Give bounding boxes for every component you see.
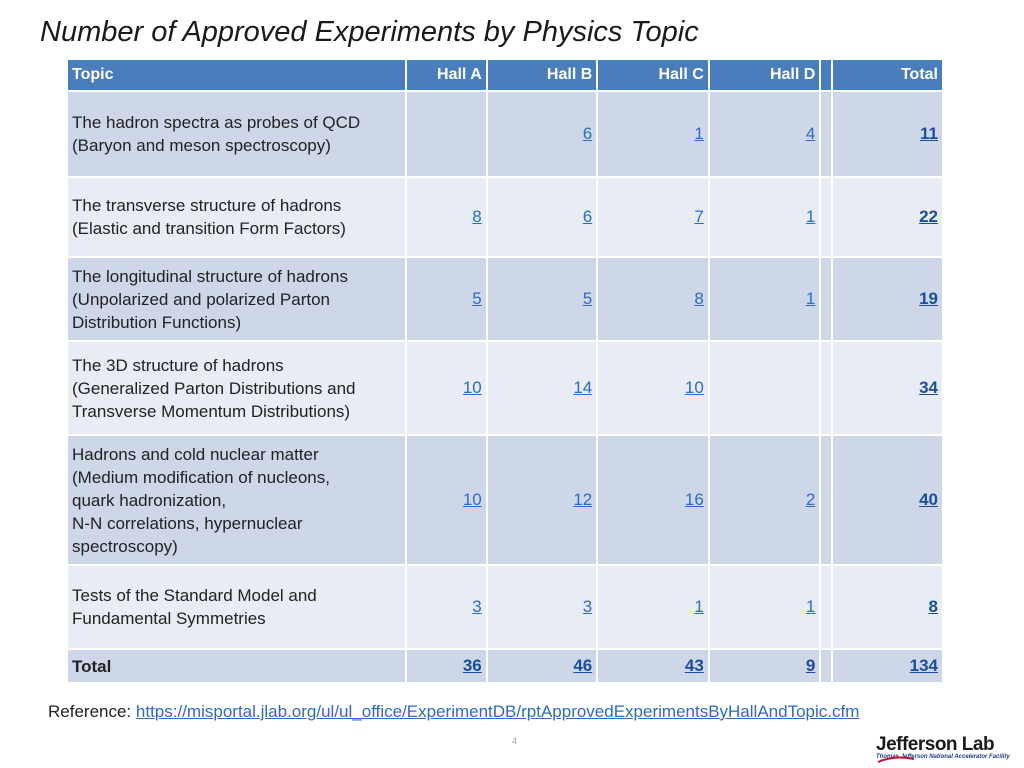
count-cell-hall-a bbox=[407, 436, 486, 564]
header-hall-b: Hall B bbox=[488, 60, 597, 90]
count-cell-hall-c bbox=[598, 566, 708, 648]
totals-link[interactable]: 9 bbox=[805, 656, 816, 675]
count-link[interactable]: 16 bbox=[684, 490, 704, 509]
experiments-table bbox=[66, 58, 944, 684]
topic-line: The transverse structure of hadrons bbox=[72, 196, 342, 215]
count-cell-hall-b bbox=[488, 258, 597, 340]
count-cell-hall-b bbox=[488, 436, 597, 564]
count-link[interactable]: 6 bbox=[582, 124, 593, 143]
topic-cell bbox=[68, 92, 405, 176]
topic-cell bbox=[68, 258, 405, 340]
spacer-cell bbox=[821, 92, 831, 176]
count-link[interactable]: 4 bbox=[805, 124, 816, 143]
count-link[interactable]: 3 bbox=[472, 597, 482, 616]
grand-total-cell bbox=[833, 650, 942, 682]
spacer-cell bbox=[821, 436, 831, 564]
topic-line: spectroscopy) bbox=[72, 536, 178, 556]
topic-line: Fundamental Symmetries bbox=[72, 609, 266, 628]
table-header-row bbox=[68, 60, 942, 90]
count-link[interactable]: 5 bbox=[472, 289, 482, 308]
total-cell bbox=[833, 436, 942, 564]
topic-line: The 3D structure of hadrons bbox=[72, 355, 284, 375]
total-link[interactable]: 8 bbox=[928, 597, 938, 616]
count-link[interactable]: 5 bbox=[582, 289, 593, 308]
count-link[interactable]: 1 bbox=[694, 597, 704, 616]
topic-line: The longitudinal structure of hadrons bbox=[72, 266, 348, 286]
count-cell-hall-a bbox=[407, 258, 486, 340]
total-link[interactable]: 11 bbox=[920, 124, 938, 143]
topic-cell bbox=[68, 178, 405, 256]
count-link[interactable]: 1 bbox=[805, 207, 816, 226]
logo-name: Jefferson Lab bbox=[876, 734, 995, 755]
topic-line: (Generalized Parton Distributions and bbox=[72, 378, 356, 398]
total-cell bbox=[833, 566, 942, 648]
totals-cell-hall-a bbox=[407, 650, 486, 682]
header-hall-d: Hall D bbox=[710, 60, 820, 90]
totals-link[interactable]: 43 bbox=[684, 656, 704, 675]
totals-cell-hall-b bbox=[488, 650, 597, 682]
logo-swoosh-icon bbox=[876, 756, 916, 764]
topic-line: Distribution Functions) bbox=[72, 312, 242, 332]
spacer-cell bbox=[821, 258, 831, 340]
count-link[interactable]: 1 bbox=[805, 597, 816, 616]
count-cell-hall-c bbox=[598, 178, 708, 256]
count-cell-hall-d bbox=[710, 566, 820, 648]
count-cell-hall-b bbox=[488, 178, 597, 256]
table-row bbox=[68, 92, 942, 176]
count-link[interactable]: 1 bbox=[805, 289, 816, 308]
topic-line: The hadron spectra as probes of QCD bbox=[72, 113, 361, 132]
topic-line: quark hadronization, bbox=[72, 490, 227, 510]
count-link[interactable]: 10 bbox=[462, 378, 482, 397]
spacer-cell bbox=[821, 342, 831, 434]
count-link[interactable]: 1 bbox=[694, 124, 704, 143]
count-cell-hall-d bbox=[710, 436, 820, 564]
topic-line: (Unpolarized and polarized Parton bbox=[72, 289, 330, 309]
topic-cell bbox=[68, 566, 405, 648]
count-cell-hall-c bbox=[598, 436, 708, 564]
table-row bbox=[68, 342, 942, 434]
reference-link[interactable]: https://misportal.jlab.org/ul/ul_office/ExperimentDB/rptApprovedExperimentsByHallAndTopic.cfm bbox=[135, 702, 860, 721]
logo-tagline: Thomas Jefferson National Accelerator Facility bbox=[876, 754, 1010, 760]
count-link[interactable]: 12 bbox=[573, 490, 593, 509]
topic-line: N-N correlations, hypernuclear bbox=[72, 513, 303, 533]
spacer-cell bbox=[821, 650, 831, 682]
spacer-cell bbox=[821, 566, 831, 648]
count-cell-hall-a bbox=[407, 566, 486, 648]
total-link[interactable]: 34 bbox=[919, 378, 938, 397]
topic-cell bbox=[68, 342, 405, 434]
total-link[interactable]: 19 bbox=[919, 289, 938, 308]
count-cell-hall-a bbox=[407, 342, 486, 434]
count-link[interactable]: 8 bbox=[472, 207, 482, 226]
total-cell bbox=[833, 258, 942, 340]
header-hall-a: Hall A bbox=[407, 60, 486, 90]
topic-line: Transverse Momentum Distributions) bbox=[72, 401, 351, 421]
total-link[interactable]: 22 bbox=[919, 207, 938, 226]
totals-row bbox=[68, 650, 942, 682]
totals-label: Total bbox=[68, 650, 405, 682]
totals-link[interactable]: 46 bbox=[573, 656, 593, 675]
count-cell-hall-b bbox=[488, 566, 597, 648]
topic-line: Tests of the Standard Model and bbox=[72, 586, 317, 605]
table-row bbox=[68, 178, 942, 256]
count-cell-hall-b bbox=[488, 342, 597, 434]
count-cell-hall-c bbox=[598, 92, 708, 176]
count-cell-hall-a bbox=[407, 92, 486, 176]
total-cell bbox=[833, 342, 942, 434]
totals-cell-hall-c bbox=[598, 650, 708, 682]
page-number: 4 bbox=[512, 736, 518, 746]
table-row bbox=[68, 566, 942, 648]
topic-line: Hadrons and cold nuclear matter bbox=[72, 444, 319, 464]
count-link[interactable]: 3 bbox=[582, 597, 593, 616]
total-cell bbox=[833, 178, 942, 256]
jefferson-lab-logo bbox=[876, 734, 1016, 764]
count-cell-hall-d bbox=[710, 258, 820, 340]
reference-line bbox=[48, 702, 859, 722]
count-cell-hall-c bbox=[598, 258, 708, 340]
totals-cell-hall-d bbox=[710, 650, 820, 682]
spacer-cell bbox=[821, 178, 831, 256]
count-link[interactable]: 2 bbox=[805, 490, 816, 509]
header-spacer bbox=[821, 60, 831, 90]
header-total: Total bbox=[833, 60, 942, 90]
page-title: Number of Approved Experiments by Physics Topic bbox=[40, 16, 699, 48]
count-cell-hall-c bbox=[598, 342, 708, 434]
grand-total-link[interactable]: 134 bbox=[909, 656, 938, 675]
topic-line: (Medium modification of nucleons, bbox=[72, 467, 330, 487]
table-row bbox=[68, 258, 942, 340]
count-link[interactable]: 14 bbox=[573, 378, 593, 397]
count-cell-hall-d bbox=[710, 178, 820, 256]
total-link[interactable]: 40 bbox=[919, 490, 938, 509]
totals-link[interactable]: 36 bbox=[462, 656, 482, 675]
reference-label: Reference: bbox=[48, 702, 132, 721]
count-link[interactable]: 6 bbox=[582, 207, 593, 226]
count-link[interactable]: 10 bbox=[684, 378, 704, 397]
count-link[interactable]: 10 bbox=[462, 490, 482, 509]
count-cell-hall-b bbox=[488, 92, 597, 176]
header-topic: Topic bbox=[68, 60, 405, 90]
count-cell-hall-a bbox=[407, 178, 486, 256]
table-row bbox=[68, 436, 942, 564]
count-link[interactable]: 8 bbox=[694, 289, 704, 308]
count-cell-hall-d bbox=[710, 92, 820, 176]
count-link[interactable]: 7 bbox=[694, 207, 704, 226]
header-hall-c: Hall C bbox=[598, 60, 708, 90]
topic-cell bbox=[68, 436, 405, 564]
total-cell bbox=[833, 92, 942, 176]
topic-line: (Baryon and meson spectroscopy) bbox=[72, 136, 331, 155]
topic-line: (Elastic and transition Form Factors) bbox=[72, 219, 346, 238]
count-cell-hall-d bbox=[710, 342, 820, 434]
